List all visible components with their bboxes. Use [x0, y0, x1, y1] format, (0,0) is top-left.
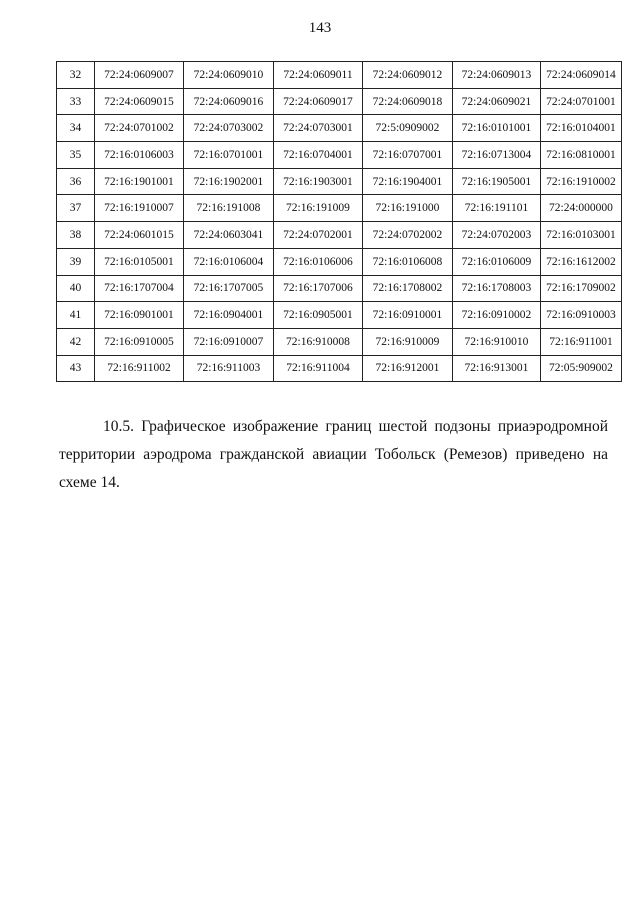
cadastral-number-cell: 72:16:1707005 [184, 275, 274, 302]
cadastral-number-cell: 72:16:1707004 [95, 275, 184, 302]
cadastral-number-cell: 72:16:0910005 [95, 328, 184, 355]
cadastral-number-cell: 72:16:1707006 [274, 275, 363, 302]
cadastral-number-cell: 72:16:912001 [363, 355, 453, 382]
cadastral-number-cell: 72:24:0702001 [274, 222, 363, 249]
cadastral-number-cell: 72:16:191009 [274, 195, 363, 222]
table-row [57, 115, 622, 142]
table-row [57, 328, 622, 355]
cadastral-number-cell: 72:16:191008 [184, 195, 274, 222]
body-paragraph: 10.5. Графическое изображение границ шестой подзоны приаэродромной территории аэродрома гражданской авиации Тобольск (Ремезов) приведено на схеме 14. [59, 417, 608, 491]
cadastral-number-cell: 72:16:910009 [363, 328, 453, 355]
cadastral-number-cell: 72:24:0601015 [95, 222, 184, 249]
cadastral-number-cell: 72:24:0609015 [95, 88, 184, 115]
cadastral-number-cell: 72:16:0106004 [184, 248, 274, 275]
cadastral-number-cell: 72:24:0609016 [184, 88, 274, 115]
table-row [57, 88, 622, 115]
table-row [57, 62, 622, 89]
cadastral-number-cell: 72:16:0704001 [274, 142, 363, 169]
cadastral-number-cell: 72:16:0104001 [541, 115, 622, 142]
cadastral-number-cell: 72:16:0701001 [184, 142, 274, 169]
cadastral-number-cell: 72:16:0904001 [184, 302, 274, 329]
cadastral-number-cell: 72:24:0609014 [541, 62, 622, 89]
table-row [57, 302, 622, 329]
cadastral-number-cell: 72:24:0609007 [95, 62, 184, 89]
cadastral-number-cell: 72:16:911002 [95, 355, 184, 382]
cadastral-number-cell: 72:16:911001 [541, 328, 622, 355]
cadastral-number-cell: 72:24:0609013 [453, 62, 541, 89]
cadastral-number-cell: 72:24:0703002 [184, 115, 274, 142]
cadastral-number-cell: 72:24:0609017 [274, 88, 363, 115]
table-row [57, 248, 622, 275]
cadastral-number-cell: 72:16:0106009 [453, 248, 541, 275]
cadastral-number-cell: 72:16:1905001 [453, 168, 541, 195]
cadastral-number-cell: 72:16:0910001 [363, 302, 453, 329]
row-number: 35 [57, 142, 95, 169]
cadastral-number-cell: 72:16:0106008 [363, 248, 453, 275]
cadastral-number-cell: 72:16:191101 [453, 195, 541, 222]
cadastral-number-cell: 72:16:0103001 [541, 222, 622, 249]
cadastral-number-cell: 72:16:1910002 [541, 168, 622, 195]
cadastral-number-cell: 72:16:1910007 [95, 195, 184, 222]
cadastral-number-cell: 72:24:0701002 [95, 115, 184, 142]
cadastral-number-cell: 72:24:0701001 [541, 88, 622, 115]
cadastral-number-cell: 72:24:0609010 [184, 62, 274, 89]
cadastral-number-cell: 72:16:191000 [363, 195, 453, 222]
cadastral-number-cell: 72:16:1903001 [274, 168, 363, 195]
cadastral-number-cell: 72:24:0609011 [274, 62, 363, 89]
cadastral-number-cell: 72:16:910008 [274, 328, 363, 355]
page-number: 143 [308, 20, 332, 36]
cadastral-number-cell: 72:24:0609012 [363, 62, 453, 89]
row-number: 41 [57, 302, 95, 329]
cadastral-number-cell: 72:16:1904001 [363, 168, 453, 195]
cadastral-number-cell: 72:16:911003 [184, 355, 274, 382]
row-number: 38 [57, 222, 95, 249]
table-row [57, 142, 622, 169]
table-row [57, 275, 622, 302]
table-row [57, 222, 622, 249]
cadastral-number-cell: 72:16:0101001 [453, 115, 541, 142]
row-number: 42 [57, 328, 95, 355]
cadastral-number-cell: 72:16:1708003 [453, 275, 541, 302]
cadastral-number-cell: 72:16:0910007 [184, 328, 274, 355]
row-number: 39 [57, 248, 95, 275]
cadastral-number-cell: 72:16:1612002 [541, 248, 622, 275]
cadastral-number-cell: 72:16:0810001 [541, 142, 622, 169]
cadastral-number-cell: 72:16:1708002 [363, 275, 453, 302]
row-number: 32 [57, 62, 95, 89]
cadastral-number-cell: 72:16:1709002 [541, 275, 622, 302]
cadastral-number-cell: 72:16:1902001 [184, 168, 274, 195]
cadastral-number-cell: 72:16:0106006 [274, 248, 363, 275]
cadastral-number-cell: 72:16:0901001 [95, 302, 184, 329]
row-number: 40 [57, 275, 95, 302]
cadastral-number-cell: 72:24:000000 [541, 195, 622, 222]
cadastral-number-cell: 72:16:910010 [453, 328, 541, 355]
cadastral-number-cell: 72:16:0105001 [95, 248, 184, 275]
table-row [57, 195, 622, 222]
cadastral-number-cell: 72:24:0702002 [363, 222, 453, 249]
cadastral-number-cell: 72:16:0905001 [274, 302, 363, 329]
row-number: 34 [57, 115, 95, 142]
table-row [57, 168, 622, 195]
cadastral-number-cell: 72:16:1901001 [95, 168, 184, 195]
cadastral-number-cell: 72:05:909002 [541, 355, 622, 382]
cadastral-number-cell: 72:24:0609021 [453, 88, 541, 115]
cadastral-number-cell: 72:5:0909002 [363, 115, 453, 142]
cadastral-number-cell: 72:16:913001 [453, 355, 541, 382]
cadastral-table-body [57, 62, 622, 382]
cadastral-number-cell: 72:24:0603041 [184, 222, 274, 249]
cadastral-number-cell: 72:24:0702003 [453, 222, 541, 249]
row-number: 43 [57, 355, 95, 382]
cadastral-number-cell: 72:16:0910002 [453, 302, 541, 329]
cadastral-table [56, 61, 622, 382]
row-number: 37 [57, 195, 95, 222]
cadastral-number-cell: 72:16:911004 [274, 355, 363, 382]
row-number: 36 [57, 168, 95, 195]
cadastral-number-cell: 72:16:0106003 [95, 142, 184, 169]
table-row [57, 355, 622, 382]
cadastral-number-cell: 72:16:0910003 [541, 302, 622, 329]
cadastral-number-cell: 72:16:0713004 [453, 142, 541, 169]
cadastral-number-cell: 72:24:0609018 [363, 88, 453, 115]
cadastral-number-cell: 72:24:0703001 [274, 115, 363, 142]
cadastral-number-cell: 72:16:0707001 [363, 142, 453, 169]
row-number: 33 [57, 88, 95, 115]
